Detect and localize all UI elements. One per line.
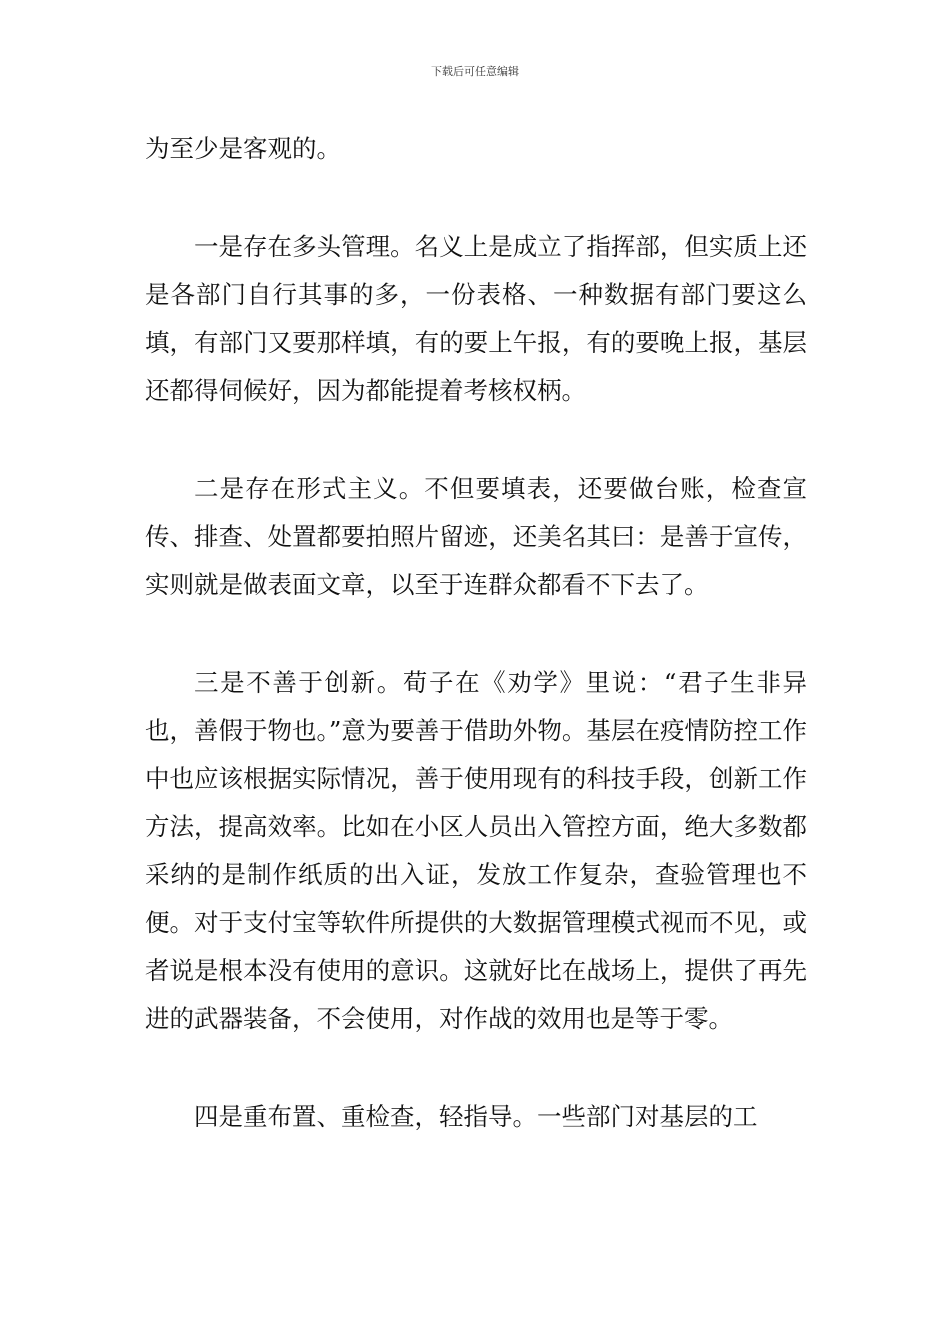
paragraph-continuation: 为至少是客观的。 xyxy=(145,134,341,163)
paragraph-point-four: 四是重布置、重检查，轻指导。一些部门对基层的工 xyxy=(194,1102,758,1131)
page-header: 下载后可任意编辑 xyxy=(431,65,519,78)
document-body xyxy=(145,125,807,1141)
paragraph-point-one: 一是存在多头管理。名义上是成立了指挥部，但实质上还是各部门自行其事的多，一份表格、一种数据有部门要这么填，有部门又要那样填，有的要上午报，有的要晚上报，基层还都得伺候好，因为都能提着考核权柄。 xyxy=(145,232,807,405)
paragraph-point-three: 三是不善于创新。荀子在《劝学》里说：“君子生非异也，善假于物也。”意为要善于借助外物。基层在疫情防控工作中也应该根据实际情况，善于使用现有的科技手段，创新工作方法，提高效率。比如在小区人员出入管控方面，绝大多数都采纳的是制作纸质的出入证，发放工作复杂，查验管理也不便。对于支付宝等软件所提供的大数据管理模式视而不见，或者说是根本没有使用的意识。这就好比在战场上，提供了再先进的武器装备，不会使用，对作战的效用也是等于零。 xyxy=(145,668,807,1033)
paragraph-point-two: 二是存在形式主义。不但要填表，还要做台账，检查宣传、排查、处置都要拍照片留迹，还美名其曰：是善于宣传，实则就是做表面文章，以至于连群众都看不下去了。 xyxy=(145,474,807,599)
